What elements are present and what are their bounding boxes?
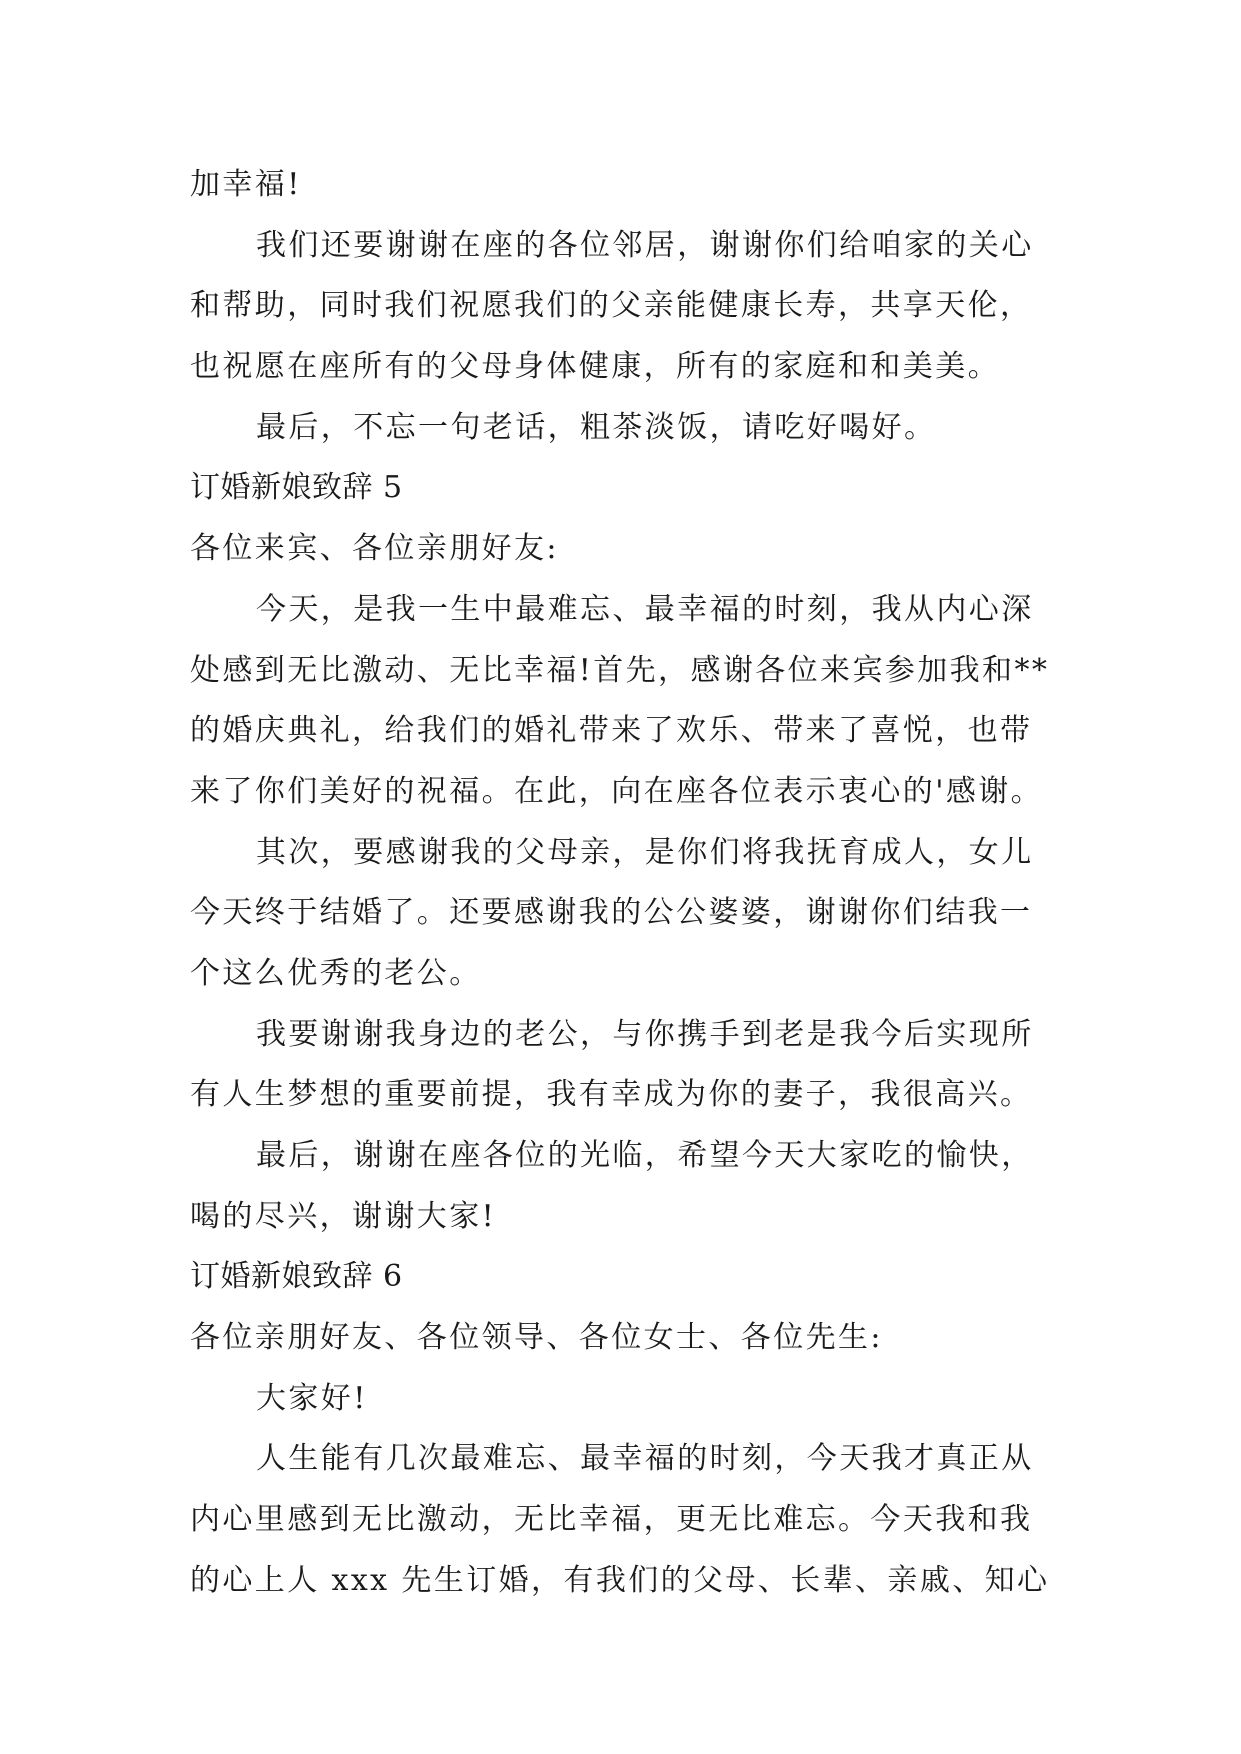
text-line: 最后，不忘一句老话，粗茶淡饭，请吃好喝好。	[256, 409, 937, 445]
text-line: 的心上人 xxx 先生订婚，有我们的父母、长辈、亲戚、知心	[190, 1562, 1050, 1598]
text-line: 我们还要谢谢在座的各位邻居，谢谢你们给咱家的关心	[256, 227, 1034, 263]
text-line: 的婚庆典礼，给我们的婚礼带来了欢乐、带来了喜悦，也带	[190, 713, 1033, 749]
text-line: 其次，要感谢我的父母亲，是你们将我抚育成人，女儿	[256, 834, 1034, 870]
text-line: 和帮助，同时我们祝愿我们的父亲能健康长寿，共享天伦，	[190, 288, 1033, 324]
text-line: 我要谢谢我身边的老公，与你携手到老是我今后实现所	[256, 1016, 1034, 1052]
text-line: 内心里感到无比激动，无比幸福，更无比难忘。今天我和我	[190, 1502, 1033, 1538]
salutation: 各位来宾、各位亲朋好友:	[190, 531, 559, 567]
text-line: 个这么优秀的老公。	[190, 955, 482, 991]
text-line: 人生能有几次最难忘、最幸福的时刻，今天我才真正从	[256, 1441, 1034, 1477]
text-line: 喝的尽兴，谢谢大家!	[190, 1198, 497, 1234]
document-body	[190, 155, 1070, 1612]
salutation: 各位亲朋好友、各位领导、各位女士、各位先生:	[190, 1320, 883, 1356]
text-line: 处感到无比激动、无比幸福!首先，感谢各位来宾参加我和**	[190, 652, 1050, 688]
text-line: 有人生梦想的重要前提，我有幸成为你的妻子，我很高兴。	[190, 1077, 1033, 1113]
text-line: 今天终于结婚了。还要感谢我的公公婆婆，谢谢你们结我一	[190, 895, 1033, 931]
text-line: 加幸福!	[190, 167, 302, 202]
section-heading: 订婚新娘致辞 5	[190, 470, 403, 506]
text-line: 今天，是我一生中最难忘、最幸福的时刻，我从内心深	[256, 591, 1034, 627]
text-line: 大家好!	[256, 1380, 368, 1416]
text-line: 来了你们美好的祝福。在此，向在座各位表示衷心的'感谢。	[190, 773, 1044, 809]
section-heading: 订婚新娘致辞 6	[190, 1259, 403, 1295]
text-line: 最后，谢谢在座各位的光临，希望今天大家吃的愉快，	[256, 1138, 1034, 1173]
text-line: 也祝愿在座所有的父母身体健康，所有的家庭和和美美。	[190, 349, 1000, 385]
